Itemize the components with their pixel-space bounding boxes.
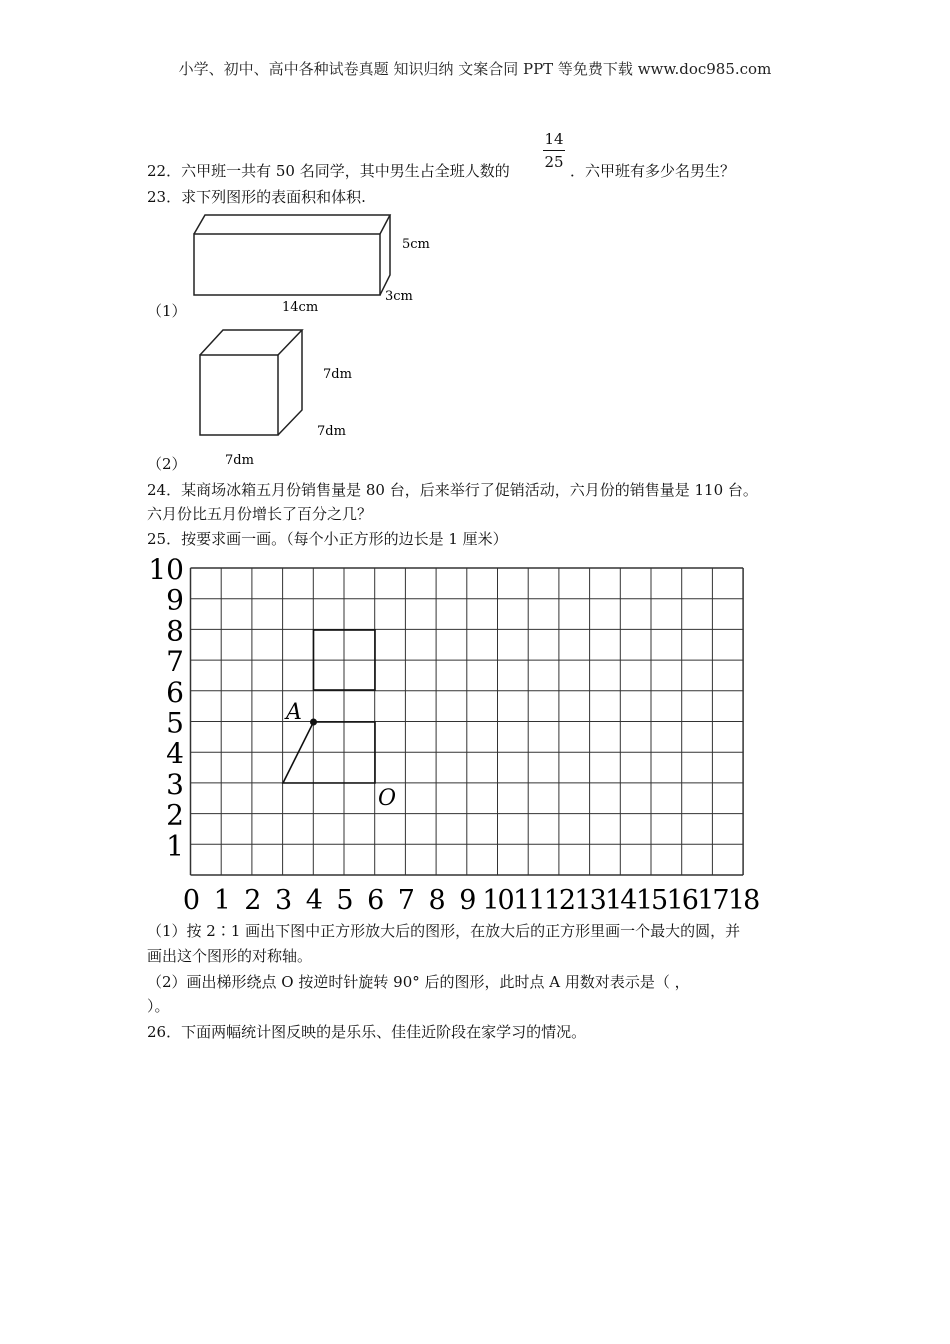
coordinate-grid [140,550,780,920]
x-tick-label: 14 [605,885,636,916]
x-tick-label: 7 [397,885,413,916]
x-tick-label: 13 [574,885,605,916]
question-25-text: 25．按要求画一画。（每个小正方形的边长是 1 厘米） [147,530,508,548]
y-tick-label: 8 [166,614,184,648]
question-25-sub2-line2: ）。 [147,997,170,1015]
x-tick-label: 5 [336,885,352,916]
fraction-14-25 [543,130,565,171]
y-tick-label: 3 [166,767,184,801]
question-25-sub2-line1: （2）画出梯形绕点 O 按逆时针旋转 90° 后的图形，此时点 A 用数对表示是（ ， [147,973,690,991]
point-a-label: A [286,700,302,725]
question-22-text [147,160,510,181]
x-tick-label: 8 [428,885,444,916]
x-tick-label: 12 [543,885,575,916]
question-24-line1: 24．某商场冰箱五月份销售量是 80 台，后来举行了促销活动，六月份的销售量是 110 台。 [147,481,758,499]
y-axis-labels [148,553,184,862]
cube-figure [190,325,370,470]
x-tick-label: 0 [182,885,199,916]
y-tick-label: 1 [166,829,184,863]
x-tick-label: 9 [459,885,475,916]
question-26-text: 26．下面两幅统计图反映的是乐乐、佳佳近阶段在家学习的情况。 [147,1023,587,1041]
cuboid-length-label: 14cm [282,300,319,315]
grid-lines [191,568,744,875]
cuboid-height-label: 5cm [402,237,430,252]
fraction-denominator: 25 [544,153,564,171]
x-tick-label: 3 [275,885,291,916]
y-tick-label: 5 [166,706,184,740]
question-24-line2: 六月份比五月份增长了百分之几？ [147,505,373,523]
x-tick-label: 4 [305,885,321,916]
y-tick-label: 10 [148,553,184,586]
question-25-sub1-line2: 画出这个图形的对称轴。 [147,947,313,965]
cube-height-label: 7dm [323,367,352,382]
cuboid-figure [180,210,440,320]
x-tick-label: 16 [666,885,697,916]
y-tick-label: 7 [166,645,184,679]
x-tick-label: 15 [635,885,667,916]
cube-length-label: 7dm [225,453,254,468]
question-25-sub1-line1: （1）按 2∶1 画出下图中正方形放大后的图形，在放大后的正方形里画一个最大的圆，并 [147,922,741,940]
point-o-label: O [378,786,397,811]
y-tick-label: 2 [166,798,184,832]
figure-2-label: （2） [147,455,187,473]
cube-depth-label: 7dm [317,424,346,439]
y-tick-label: 9 [166,583,184,617]
fraction-numerator: 14 [544,130,564,148]
x-tick-label: 11 [513,885,544,916]
page-header: 小学、初中、高中各种试卷真题 知识归纳 文案合同 PPT 等免费下载 www.doc985.com [178,60,772,78]
x-tick-label: 1 [213,885,229,916]
y-tick-label: 4 [166,737,184,771]
figure-1-label: （1） [147,302,187,320]
question-23-text: 23．求下列图形的表面积和体积. [147,188,366,206]
question-22-after: ．六甲班有多少名男生？ [570,162,736,180]
y-tick-label: 6 [166,675,184,709]
x-tick-label: 17 [697,885,728,916]
x-axis-labels [183,885,759,916]
x-tick-label: 6 [367,885,383,916]
point-a-dot [310,719,317,726]
x-tick-label: 2 [244,885,260,916]
x-tick-label: 18 [727,885,759,916]
x-tick-label: 10 [482,885,513,916]
cuboid-depth-label: 3cm [385,289,413,304]
question-22-before: 22．六甲班一共有 50 名同学，其中男生占全班人数的 [147,162,510,180]
